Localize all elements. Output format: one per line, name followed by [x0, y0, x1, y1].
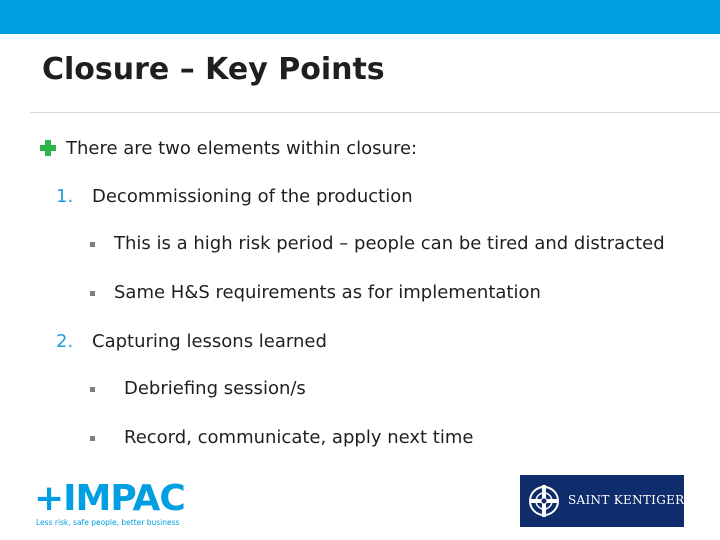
top-accent-bar [0, 0, 720, 34]
saint-kentigern-word: SAINT KENTIGERN [568, 493, 696, 507]
saint-kentigern-logo [520, 475, 696, 527]
item-number: 2. [56, 331, 74, 352]
impac-tagline: Less risk, safe people, better business [36, 518, 180, 527]
item-number: 1. [56, 186, 74, 207]
crest-icon [528, 480, 560, 522]
item-text: Capturing lessons learned [92, 331, 327, 352]
plus-bullet-icon [40, 140, 56, 156]
slide-title: Closure – Key Points [42, 52, 385, 87]
impac-logo-word: +IMPAC [34, 478, 185, 519]
impac-logo [34, 480, 184, 530]
subitem-text: Same H&S requirements as for implementation [114, 282, 541, 303]
subitem-text: Debriefing session/s [124, 378, 306, 399]
square-bullet-icon [90, 436, 95, 441]
square-bullet-icon [90, 387, 95, 392]
title-divider [30, 112, 720, 113]
subitem-text: Record, communicate, apply next time [124, 427, 474, 448]
square-bullet-icon [90, 291, 95, 296]
item-text: Decommissioning of the production [92, 186, 413, 207]
subitem-text: This is a high risk period – people can be tired and distracted [114, 233, 665, 254]
square-bullet-icon [90, 242, 95, 247]
intro-text: There are two elements within closure: [66, 138, 418, 159]
